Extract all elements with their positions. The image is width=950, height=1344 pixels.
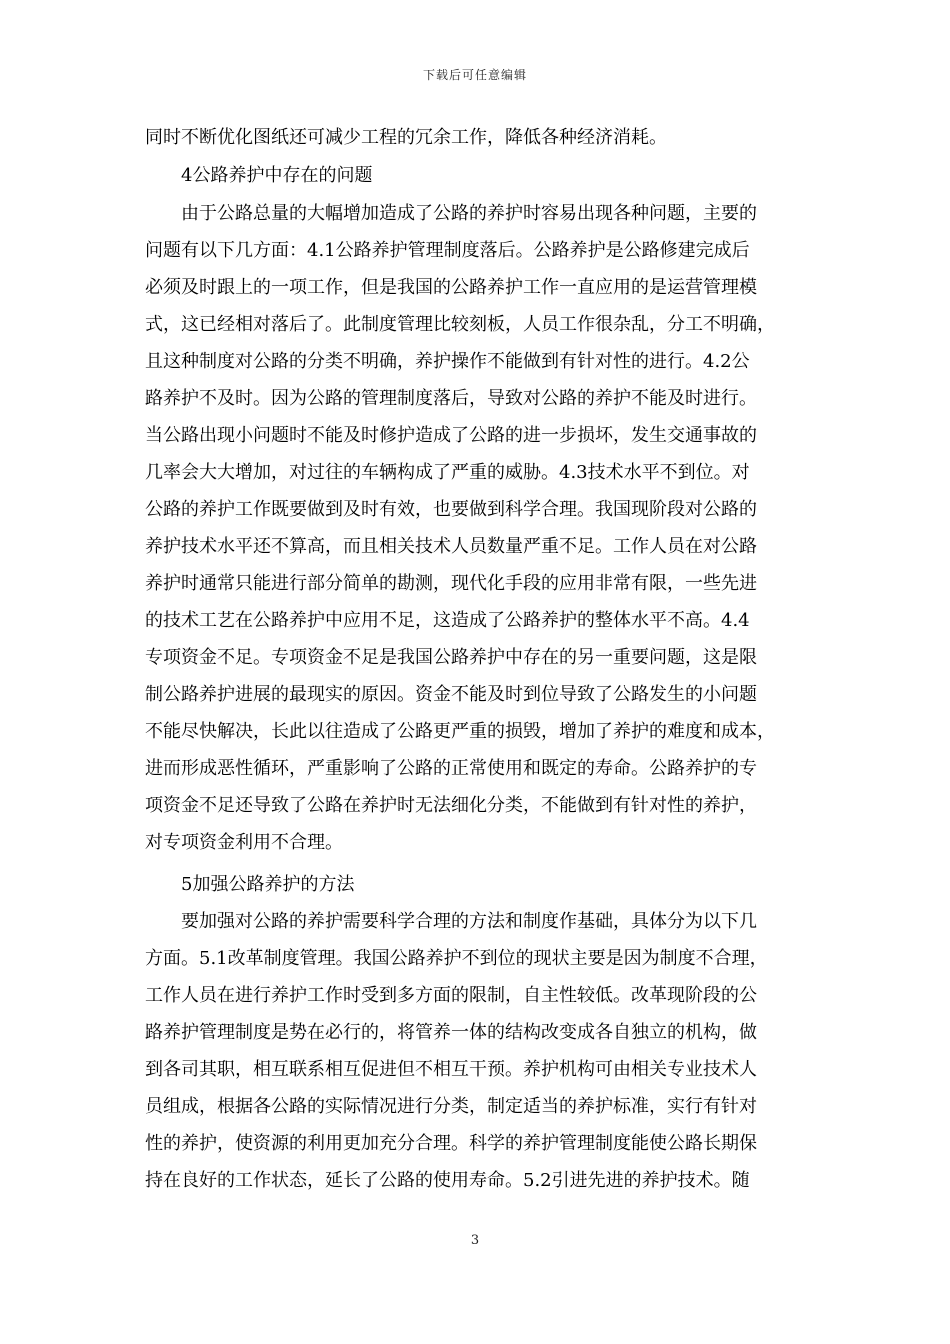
- text-line: 养护时通常只能进行部分简单的勘测，现代化手段的应用非常有限，一些先进: [145, 573, 757, 594]
- text-line: 必须及时跟上的一项工作，但是我国的公路养护工作一直应用的是运营管理模: [145, 277, 757, 298]
- text-line: 的技术工艺在公路养护中应用不足，这造成了公路养护的整体水平不高。4.4: [145, 610, 750, 631]
- text-line: 同时不断优化图纸还可减少工程的冗余工作，降低各种经济消耗。: [145, 127, 667, 148]
- text-line: 公路的养护工作既要做到及时有效，也要做到科学合理。我国现阶段对公路的: [145, 499, 757, 520]
- text-line: 到各司其职，相互联系相互促进但不相互干预。养护机构可由相关专业技术人: [145, 1059, 757, 1080]
- text-line: 项资金不足还导致了公路在养护时无法细化分类，不能做到有针对性的养护，: [145, 795, 757, 816]
- text-line: 问题有以下几方面：4.1公路养护管理制度落后。公路养护是公路修建完成后: [145, 240, 750, 261]
- text-line: 对专项资金利用不合理。: [145, 832, 343, 853]
- text-line: 式，这已经相对落后了。此制度管理比较刻板，人员工作很杂乱，分工不明确，: [145, 314, 775, 335]
- text-line: 当公路出现小问题时不能及时修护造成了公路的进一步损坏，发生交通事故的: [145, 425, 757, 446]
- text-line: 性的养护，使资源的利用更加充分合理。科学的养护管理制度能使公路长期保: [145, 1133, 757, 1154]
- section-heading-4: 4公路养护中存在的问题: [181, 165, 373, 186]
- text-line: 方面。5.1改革制度管理。我国公路养护不到位的现状主要是因为制度不合理，: [145, 948, 768, 969]
- text-line: 且这种制度对公路的分类不明确，养护操作不能做到有针对性的进行。4.2公: [145, 351, 750, 372]
- section-heading-5: 5加强公路养护的方法: [181, 874, 355, 895]
- text-line: 持在良好的工作状态，延长了公路的使用寿命。5.2引进先进的养护技术。随: [145, 1170, 750, 1191]
- text-line: 路养护管理制度是势在必行的，将管养一体的结构改变成各自独立的机构，做: [145, 1022, 757, 1043]
- text-line: 路养护不及时。因为公路的管理制度落后，导致对公路的养护不能及时进行。: [145, 388, 757, 409]
- text-line: 员组成，根据各公路的实际情况进行分类，制定适当的养护标准，实行有针对: [145, 1096, 757, 1117]
- text-line: 几率会大大增加，对过往的车辆构成了严重的威胁。4.3技术水平不到位。对: [145, 462, 750, 483]
- text-line: 进而形成恶性循环，严重影响了公路的正常使用和既定的寿命。公路养护的专: [145, 758, 757, 779]
- paragraph-first-line: 要加强对公路的养护需要科学合理的方法和制度作基础，具体分为以下几: [181, 911, 757, 932]
- paragraph-first-line: 由于公路总量的大幅增加造成了公路的养护时容易出现各种问题，主要的: [181, 203, 757, 224]
- text-line: 专项资金不足。专项资金不足是我国公路养护中存在的另一重要问题，这是限: [145, 647, 757, 668]
- text-line: 制公路养护进展的最现实的原因。资金不能及时到位导致了公路发生的小问题: [145, 684, 757, 705]
- text-line: 工作人员在进行养护工作时受到多方面的限制，自主性较低。改革现阶段的公: [145, 985, 757, 1006]
- text-line: 不能尽快解决，长此以往造成了公路更严重的损毁，增加了养护的难度和成本，: [145, 721, 775, 742]
- text-line: 养护技术水平还不算高，而且相关技术人员数量严重不足。工作人员在对公路: [145, 536, 757, 557]
- page-header: 下载后可任意编辑: [422, 68, 527, 82]
- page-number: 3: [470, 1233, 480, 1248]
